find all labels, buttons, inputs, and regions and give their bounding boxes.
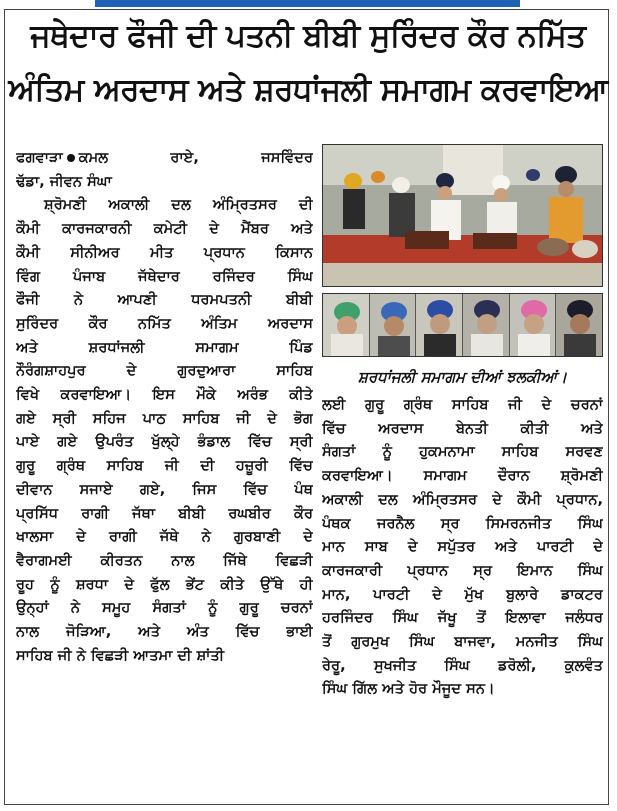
text-line: ਪੰਥਕ ਜਰਨੈਲ ਸ੍ਰ ਸਿਮਰਨਜੀਤ ਸਿੰਘ xyxy=(322,514,603,532)
kirtan-photo xyxy=(322,144,603,287)
text-line: ਤੋਂ ਗੁਰਮੁਖ ਸਿੰਘ ਬਾਜਵਾ, ਮਨਜੀਤ ਸਿੰਘ xyxy=(322,633,603,651)
headline-line-1: ਜਥੇਦਾਰ ਫੌਜੀ ਦੀ ਪਤਨੀ ਬੀਬੀ ਸੁਰਿੰਦਰ ਕੌਰ ਨਮਿੱਤ xyxy=(30,18,586,54)
text-line: ਵਿੱਚ ਅਰਦਾਸ ਬੇਨਤੀ ਕੀਤੀ ਅਤੇ xyxy=(322,419,603,437)
text-line: ਰੇਰੂ, ਸੁਖਜੀਤ ਸਿੰਘ ਡਰੋਲੀ, ਕੁਲਵੰਤ xyxy=(322,656,603,674)
text-line: ਅਤੇ ਸ਼ਰਧਾਂਜਲੀ ਸਮਾਗਮ ਪਿੰਡ xyxy=(16,338,313,356)
attendee-photo xyxy=(370,294,417,356)
text-line: ਕਾਰਜਕਾਰੀ ਪ੍ਰਧਾਨ ਸ੍ਰ ਇਮਾਨ ਸਿੰਘ xyxy=(322,561,603,579)
text-line: ਵੈਰਾਗਮਈ ਕੀਰਤਨ ਨਾਲ ਜਿੱਥੇ ਵਿਛੜੀ xyxy=(16,551,313,569)
text-line: ਅਕਾਲੀ ਦਲ ਅੰਮ੍ਰਿਤਸਰ ਦੇ ਕੌਮੀ ਪ੍ਰਧਾਨ, xyxy=(322,490,603,508)
attendee-photo xyxy=(323,294,370,356)
dateline-place: ਫਗਵਾੜਾ xyxy=(16,149,63,166)
photo-caption: ਸ਼ਰਧਾਂਜਲੀ ਸਮਾਗਮ ਦੀਆਂ ਝਲਕੀਆਂ। xyxy=(357,368,568,386)
text-line: ਸਾਹਿਬ ਜੀ ਨੇ ਵਿਛੜੀ ਆਤਮਾ ਦੀ ਸ਼ਾਂਤੀ xyxy=(16,646,225,664)
headline-line-2: ਅੰਤਿਮ ਅਰਦਾਸ ਅਤੇ ਸ਼ਰਧਾਂਜਲੀ ਸਮਾਗਮ ਕਰਵਾਇਆ xyxy=(8,72,608,108)
left-column xyxy=(16,146,313,667)
attendee-photo xyxy=(463,294,510,356)
text-line: ਗੁਰੂ ਗ੍ਰੰਥ ਸਾਹਿਬ ਜੀ ਦੀ ਹਜ਼ੂਰੀ ਵਿੱਚ xyxy=(16,457,313,475)
text-line: ਰੂਹ ਨੂੰ ਸ਼ਰਧਾ ਦੇ ਫੁੱਲ ਭੇਂਟ ਕੀਤੇ ਉੱਥੇ ਹੀ xyxy=(16,575,313,593)
bullet-icon xyxy=(67,154,75,162)
text-line: ਲਈ ਗੁਰੂ ਗ੍ਰੰਥ ਸਾਹਿਬ ਜੀ ਦੇ ਚਰਨਾਂ xyxy=(322,396,603,413)
text-line: ਪਾਏ ਗਏ ਉਪਰੰਤ ਖੁੱਲ੍ਹੇ ਭੰਡਾਲ ਵਿੱਚ ਸ੍ਰੀ xyxy=(16,433,313,451)
attendee-photo xyxy=(510,294,557,356)
kirtan-photo-illustration xyxy=(323,145,603,287)
text-line: ਸੰਗਤਾਂ ਨੂੰ ਹੁਕਮਨਾਮਾ ਸਾਹਿਬ ਸਰਵਣ xyxy=(322,443,603,461)
text-line: ਪ੍ਰਸਿੱਧ ਰਾਗੀ ਜੱਥਾ ਬੀਬੀ ਰਘਬੀਰ ਕੌਰ xyxy=(16,504,313,522)
text-line: ਕਰਵਾਇਆ। ਸਮਾਗਮ ਦੌਰਾਨ ਸ਼੍ਰੋਮਣੀ xyxy=(322,467,603,485)
right-column xyxy=(322,393,603,701)
attendees-photo-strip xyxy=(322,293,603,357)
text-line: ਸਿੰਘ ਗਿੱਲ ਅਤੇ ਹੋਰ ਮੌਜੂਦ ਸਨ। xyxy=(322,680,495,698)
text-line: ਨਾਲ ਜੋੜਿਆ, ਅਤੇ ਅੰਤ ਵਿੱਚ ਭਾਈ xyxy=(16,623,313,641)
dateline xyxy=(16,146,313,170)
text-line: ਨੌਰੰਗਸ਼ਾਹਪੁਰ ਦੇ ਗੁਰਦੁਆਰਾ ਸਾਹਿਬ xyxy=(16,362,313,380)
attendee-photo xyxy=(416,294,463,356)
text-line: ਦੀਵਾਨ ਸਜਾਏ ਗਏ, ਜਿਸ ਵਿੱਚ ਪੰਥ xyxy=(16,480,313,498)
text-line: ਮਾਨ ਸਾਬ ਦੇ ਸਪੁੱਤਰ ਅਤੇ ਪਾਰਟੀ ਦੇ xyxy=(322,538,603,556)
text-line: ਕੌਮੀ ਸੀਨੀਅਰ ਮੀਤ ਪ੍ਰਧਾਨ ਕਿਸਾਨ xyxy=(16,243,313,261)
text-line: ਕੌਮੀ ਕਾਰਜਕਾਰਨੀ ਕਮੇਟੀ ਦੇ ਮੈਂਬਰ ਅਤੇ xyxy=(16,220,313,238)
text-line: ਖਾਲਸਾ ਦੇ ਰਾਗੀ ਜੱਥੇ ਨੇ ਗੁਰਬਾਣੀ ਦੇ xyxy=(16,528,313,546)
text-line: ਵਿੰਗ ਪੰਜਾਬ ਜੱਥੇਦਾਰ ਰਜਿੰਦਰ ਸਿੰਘ xyxy=(16,267,313,285)
text-line: ਹਰਜਿੰਦਰ ਸਿੰਘ ਜੱਖੂ ਤੋਂ ਇਲਾਵਾ ਜਲੰਧਰ xyxy=(322,609,603,627)
text-line: ਵਿਖੇ ਕਰਵਾਇਆ। ਇਸ ਮੌਕੇ ਅਰੰਭ ਕੀਤੇ xyxy=(16,386,313,404)
dateline-reporters: ਕਮਲ ਰਾਏ, ਜਸਵਿੰਦਰ xyxy=(78,149,313,166)
text-line: ਸ਼੍ਰੋਮਣੀ ਅਕਾਲੀ ਦਲ ਅੰਮ੍ਰਿਤਸਰ ਦੀ xyxy=(44,196,313,214)
top-accent-bar xyxy=(95,0,520,7)
text-line: ਉਨ੍ਹਾਂ ਨੇ ਸਮੂਹ ਸੰਗਤਾਂ ਨੂੰ ਗੁਰੂ ਚਰਨਾਂ xyxy=(16,599,313,617)
attendee-photo xyxy=(556,294,602,356)
dateline-reporters-cont: ਢੱਡਾ, ਜੀਵਨ ਸੰਘਾ xyxy=(16,172,112,190)
left-column-body xyxy=(16,193,313,667)
text-line: ਗਏ ਸ੍ਰੀ ਸਹਿਜ ਪਾਠ ਸਾਹਿਬ ਜੀ ਦੇ ਭੋਗ xyxy=(16,409,313,427)
text-line: ਫੌਜੀ ਨੇ ਆਪਣੀ ਧਰਮਪਤਨੀ ਬੀਬੀ xyxy=(16,291,313,309)
text-line: ਮਾਨ, ਪਾਰਟੀ ਦੇ ਮੁੱਖ ਬੁਲਾਰੇ ਡਾਕਟਰ xyxy=(322,585,603,603)
text-line: ਸੁਰਿੰਦਰ ਕੌਰ ਨਮਿੱਤ ਅੰਤਿਮ ਅਰਦਾਸ xyxy=(16,314,313,332)
